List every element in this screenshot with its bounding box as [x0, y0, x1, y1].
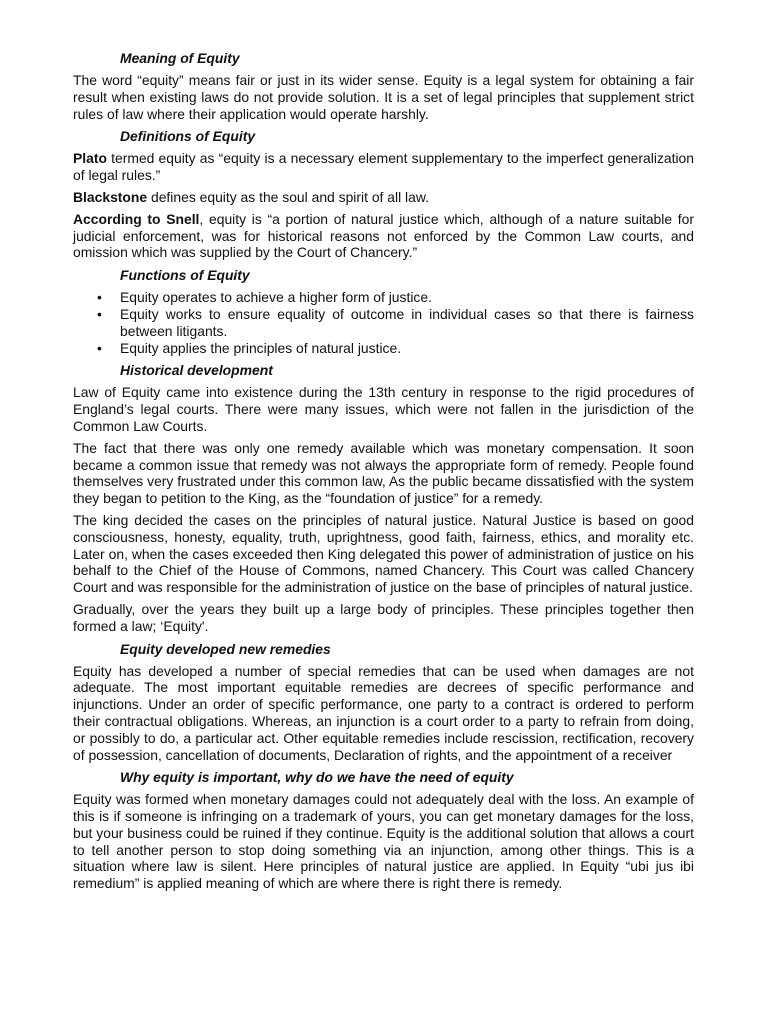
snell-text: , equity is “a portion of natural justice which, although of a nature suitable for judicial enforcement, was for historical reasons not enforced by the Common Law courts, and omission which was supplied by the Court of Chancery.” [73, 210, 694, 261]
heading-new-remedies: Equity developed new remedies [120, 640, 331, 657]
heading-historical-development: Historical development [120, 362, 273, 379]
list-item [73, 306, 694, 340]
list-item [73, 289, 694, 306]
heading-meaning-of-equity: Meaning of Equity [120, 50, 240, 66]
paragraph-remedies: Equity has developed a number of special remedies that can be used when damages are not adequate. The most important equitable remedies are decrees of specific performance and injunctions. Under an order of specific performance, one party to a contract is ordered to perform their contractual obligations. Whereas, an injunction is a court order to a party to refrain from doing, or possibly to do, a particular act. Other equitable remedies include rescission, rectification, recovery of possession, cancellation of documents, Declaration of rights, and the appointment of a receiver [73, 662, 694, 763]
list-item-text: Equity operates to achieve a higher form of justice. [120, 289, 432, 306]
paragraph-history-principles: Gradually, over the years they built up a large body of principles. These principles together then formed a law; ‘Equity'. [73, 600, 694, 634]
document-page [73, 49, 694, 897]
blackstone-text: defines equity as the soul and spirit of all law. [147, 188, 429, 205]
paragraph-history-chancery: The king decided the cases on the principles of natural justice. Natural Justice is based on good consciousness, honesty, equality, truth, uprightness, good faith, fairness, ethics, and morality etc. Later on, when the cases exceeded then King delegated this power of administration of justice on his behalf to the Chief of the House of Commons, named Chancery. This Court was called Chancery Court and was responsible for the administration of justice on the base of principles of natural justice. [73, 511, 694, 596]
heading-definitions-of-equity: Definitions of Equity [120, 128, 256, 145]
list-item-text: Equity applies the principles of natural justice. [120, 339, 402, 356]
heading-functions-of-equity: Functions of Equity [120, 267, 250, 284]
plato-name: Plato [73, 150, 107, 167]
bullet-icon: • [97, 339, 102, 356]
paragraph-blackstone-definition [73, 189, 694, 206]
list-item [73, 340, 694, 357]
paragraph-meaning: The word “equity” means fair or just in its wider sense. Equity is a legal system for obtaining a fair result when existing laws do not provide solution. It is a set of legal principles that supplement strict rules of law where their application would operate harshly. [73, 72, 694, 122]
bullet-icon: • [97, 305, 102, 322]
bullet-icon: • [97, 289, 102, 306]
paragraph-plato-definition [73, 150, 694, 184]
functions-list [73, 289, 694, 356]
paragraph-importance: Equity was formed when monetary damages could not adequately deal with the loss. An example of this is if someone is infringing on a trademark of yours, you can get monetary damages for the loss, but your business could be ruined if they continue. Equity is the additional solution that allows a court to tell another person to stop doing something via an injunction, among other things. This is a situation where law is silent. Here principles of natural justice are applied. In Equity “ubi jus ibi remedium” is applied meaning of which are where there is right there is remedy. [73, 791, 694, 892]
plato-text: termed equity as “equity is a necessary element supplementary to the imperfect generalization of legal rules.” [73, 150, 694, 184]
snell-name: According to Snell [73, 210, 200, 227]
list-item-text: Equity works to ensure equality of outcome in individual cases so that there is fairness between litigants. [120, 305, 694, 339]
blackstone-name: Blackstone [73, 188, 148, 205]
paragraph-history-remedy: The fact that there was only one remedy available which was monetary compensation. It soon became a common issue that remedy was not always the appropriate form of remedy. People found themselves very frustrated under this common law, As the public became dissatisfied with the system they began to petition to the King, as the “foundation of justice” for a remedy. [73, 439, 694, 507]
heading-importance-of-equity: Why equity is important, why do we have the need of equity [120, 769, 514, 786]
paragraph-snell-definition [73, 211, 694, 261]
paragraph-history-origin: Law of Equity came into existence during the 13th century in response to the rigid procedures of England’s legal courts. There were many issues, which were not fallen in the jurisdiction of the Common Law Courts. [73, 384, 694, 434]
